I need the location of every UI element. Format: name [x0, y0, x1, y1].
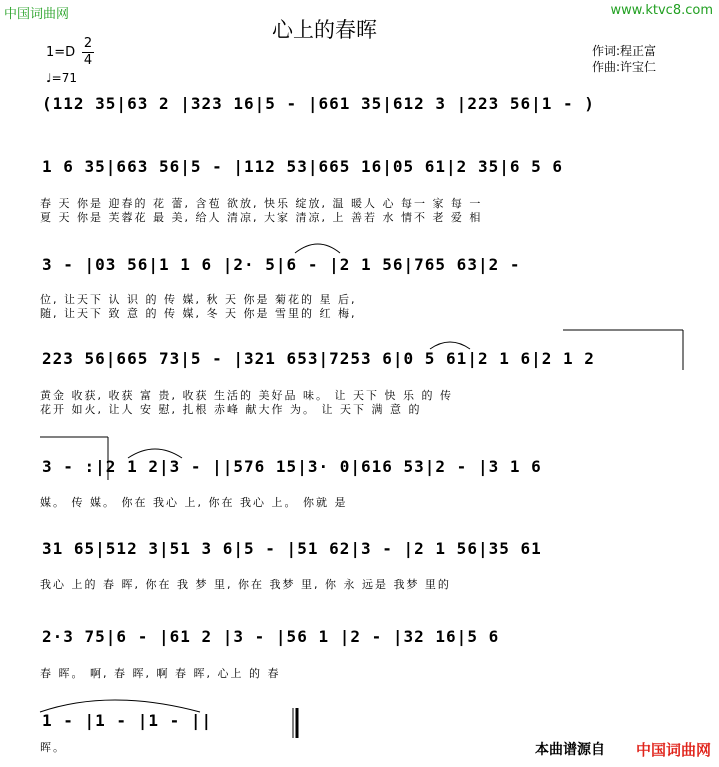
lyric-line-2a: 春 天 你是 迎春的 花 蕾, 含苞 欲放, 快乐 绽放, 温 暖人 心 每一 家 每 一: [40, 197, 483, 210]
lyricist-credit: 作词:程正富: [592, 44, 657, 58]
lyric-line-4b: 花开 如火, 让人 安 慰, 扎根 赤峰 献大作 为。 让 天下 满 意 的: [40, 403, 422, 416]
site-watermark-right: www.ktvc8.com: [610, 3, 713, 18]
lyric-line-3b: 随, 让天下 致 意 的 传 媒, 冬 天 你是 雪里的 红 梅,: [40, 307, 357, 320]
tie-arc: [295, 244, 340, 253]
tempo-marking: ♩=71: [46, 71, 77, 85]
score-line-1: (112 35|63 2 |323 16|5 - |661 35|612 3 |223 56|1 - ): [42, 94, 595, 113]
time-denominator: 4: [83, 53, 93, 68]
score-line-6: 31 65|512 3|51 3 6|5 - |51 62|3 - |2 1 56|35 61: [42, 539, 542, 558]
score-line-8: 1 - |1 - |1 - ||: [42, 711, 213, 730]
tie-arc: [128, 449, 182, 458]
lyric-line-5: 媒。 传 媒。 你在 我心 上, 你在 我心 上。 你就 是: [40, 496, 348, 509]
site-watermark-left: 中国词曲网: [4, 7, 70, 22]
lyric-line-8: 晖。: [40, 741, 66, 754]
score-line-4: 223 56|665 73|5 - |321 653|7253 6|0 5 61|2 1 6|2 1 2: [42, 349, 595, 368]
time-numerator: 2: [83, 36, 93, 51]
composer-credit: 作曲:许宝仁: [592, 60, 657, 74]
lyric-line-3a: 位, 让天下 认 识 的 传 媒, 秋 天 你是 菊花的 星 后,: [40, 293, 357, 306]
lyric-line-7: 春 晖。 啊, 春 晖, 啊 春 晖, 心上 的 春: [40, 667, 281, 680]
score-line-3: 3 - |03 56|1 1 6 |2· 5|6 - |2 1 56|765 63|2 -: [42, 255, 521, 274]
score-line-5: 3 - :|2 1 2|3 - ||576 15|3· 0|616 53|2 - |3 1 6: [42, 457, 542, 476]
lyric-line-6: 我心 上的 春 晖, 你在 我 梦 里, 你在 我梦 里, 你 永 远是 我梦 里的: [40, 578, 451, 591]
lyric-line-4a: 黄金 收获, 收获 富 贵, 收获 生活的 美好品 味。 让 天下 快 乐 的 传: [40, 389, 453, 402]
key-signature: 1=D: [46, 45, 76, 60]
source-site: 中国词曲网: [635, 741, 711, 759]
tie-arc: [40, 700, 200, 712]
lyric-line-2b: 夏 天 你是 芙蓉花 最 美, 给人 清凉, 大家 清凉, 上 善若 水 情不 老 爱 相: [40, 211, 483, 224]
tie-arc: [430, 342, 470, 349]
page-title: 心上的春晖: [272, 18, 377, 42]
source-label: 本曲谱源自: [535, 742, 605, 758]
score-line-2: 1 6 35|663 56|5 - |112 53|665 16|05 61|2 35|6 5 6: [42, 157, 564, 176]
score-line-7: 2·3 75|6 - |61 2 |3 - |56 1 |2 - |32 16|5 6: [42, 627, 500, 646]
